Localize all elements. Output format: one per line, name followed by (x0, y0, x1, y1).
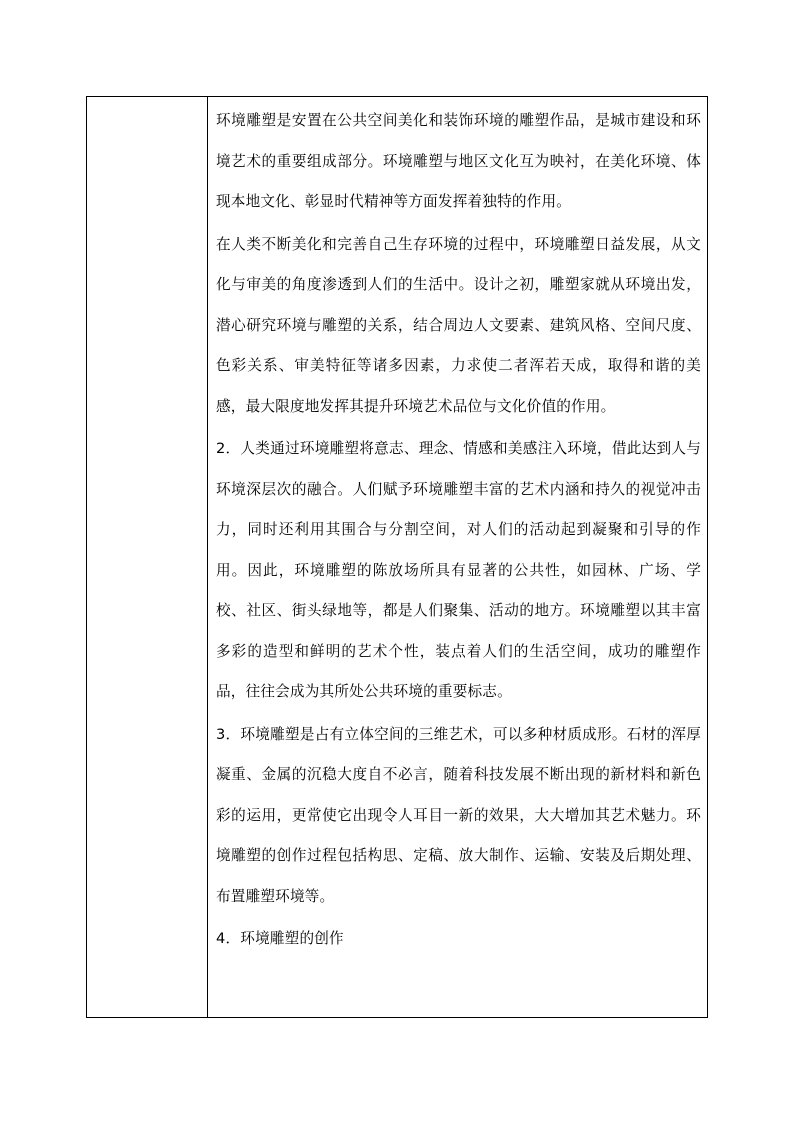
paragraph-point-3: 3．环境雕塑是占有立体空间的三维艺术，可以多种材质成形。石材的浑厚凝重、金属的沉稳大度自不必言，随着科技发展不断出现的新材料和新色彩的运用，更常使它出现令人耳目一新的效果，大大增加其艺术魅力。环境雕塑的创作过程包括构思、定稿、放大制作、运输、安装及后期处理、布置雕塑环境等。 (216, 725, 701, 905)
table-content-cell (208, 97, 707, 1017)
paragraph-intro: 环境雕塑是安置在公共空间美化和装饰环境的雕塑作品，是城市建设和环境艺术的重要组成部分。环境雕塑与地区文化互为映衬，在美化环境、体现本地文化、彰显时代精神等方面发挥着独特的作用。 (216, 112, 701, 210)
paragraph-point-4: 4．环境雕塑的创作 (216, 930, 344, 947)
paragraph-design: 在人类不断美化和完善自己生存环境的过程中，环境雕塑日益发展，从文化与审美的角度渗透到人们的生活中。设计之初，雕塑家就从环境出发，潜心研究环境与雕塑的关系，结合周边人文要素、建筑风格、空间尺度、色彩关系、审美特征等诸多因素，力求使二者浑若天成，取得和谐的美感，最大限度地发挥其提升环境艺术品位与文化价值的作用。 (216, 235, 701, 415)
table-left-cell (87, 97, 208, 1017)
paragraph-point-2: 2．人类通过环境雕塑将意志、理念、情感和美感注入环境，借此达到人与环境深层次的融合。人们赋予环境雕塑丰富的艺术内涵和持久的视觉冲击力，同时还利用其围合与分割空间，对人们的活动起到凝聚和引导的作用。因此，环境雕塑的陈放场所具有显著的公共性，如园林、广场、学校、社区、街头绿地等，都是人们聚集、活动的地方。环境雕塑以其丰富多彩的造型和鲜明的艺术个性，装点着人们的生活空间，成功的雕塑作品，往往会成为其所处公共环境的重要标志。 (216, 440, 701, 700)
document-table (86, 96, 708, 1018)
